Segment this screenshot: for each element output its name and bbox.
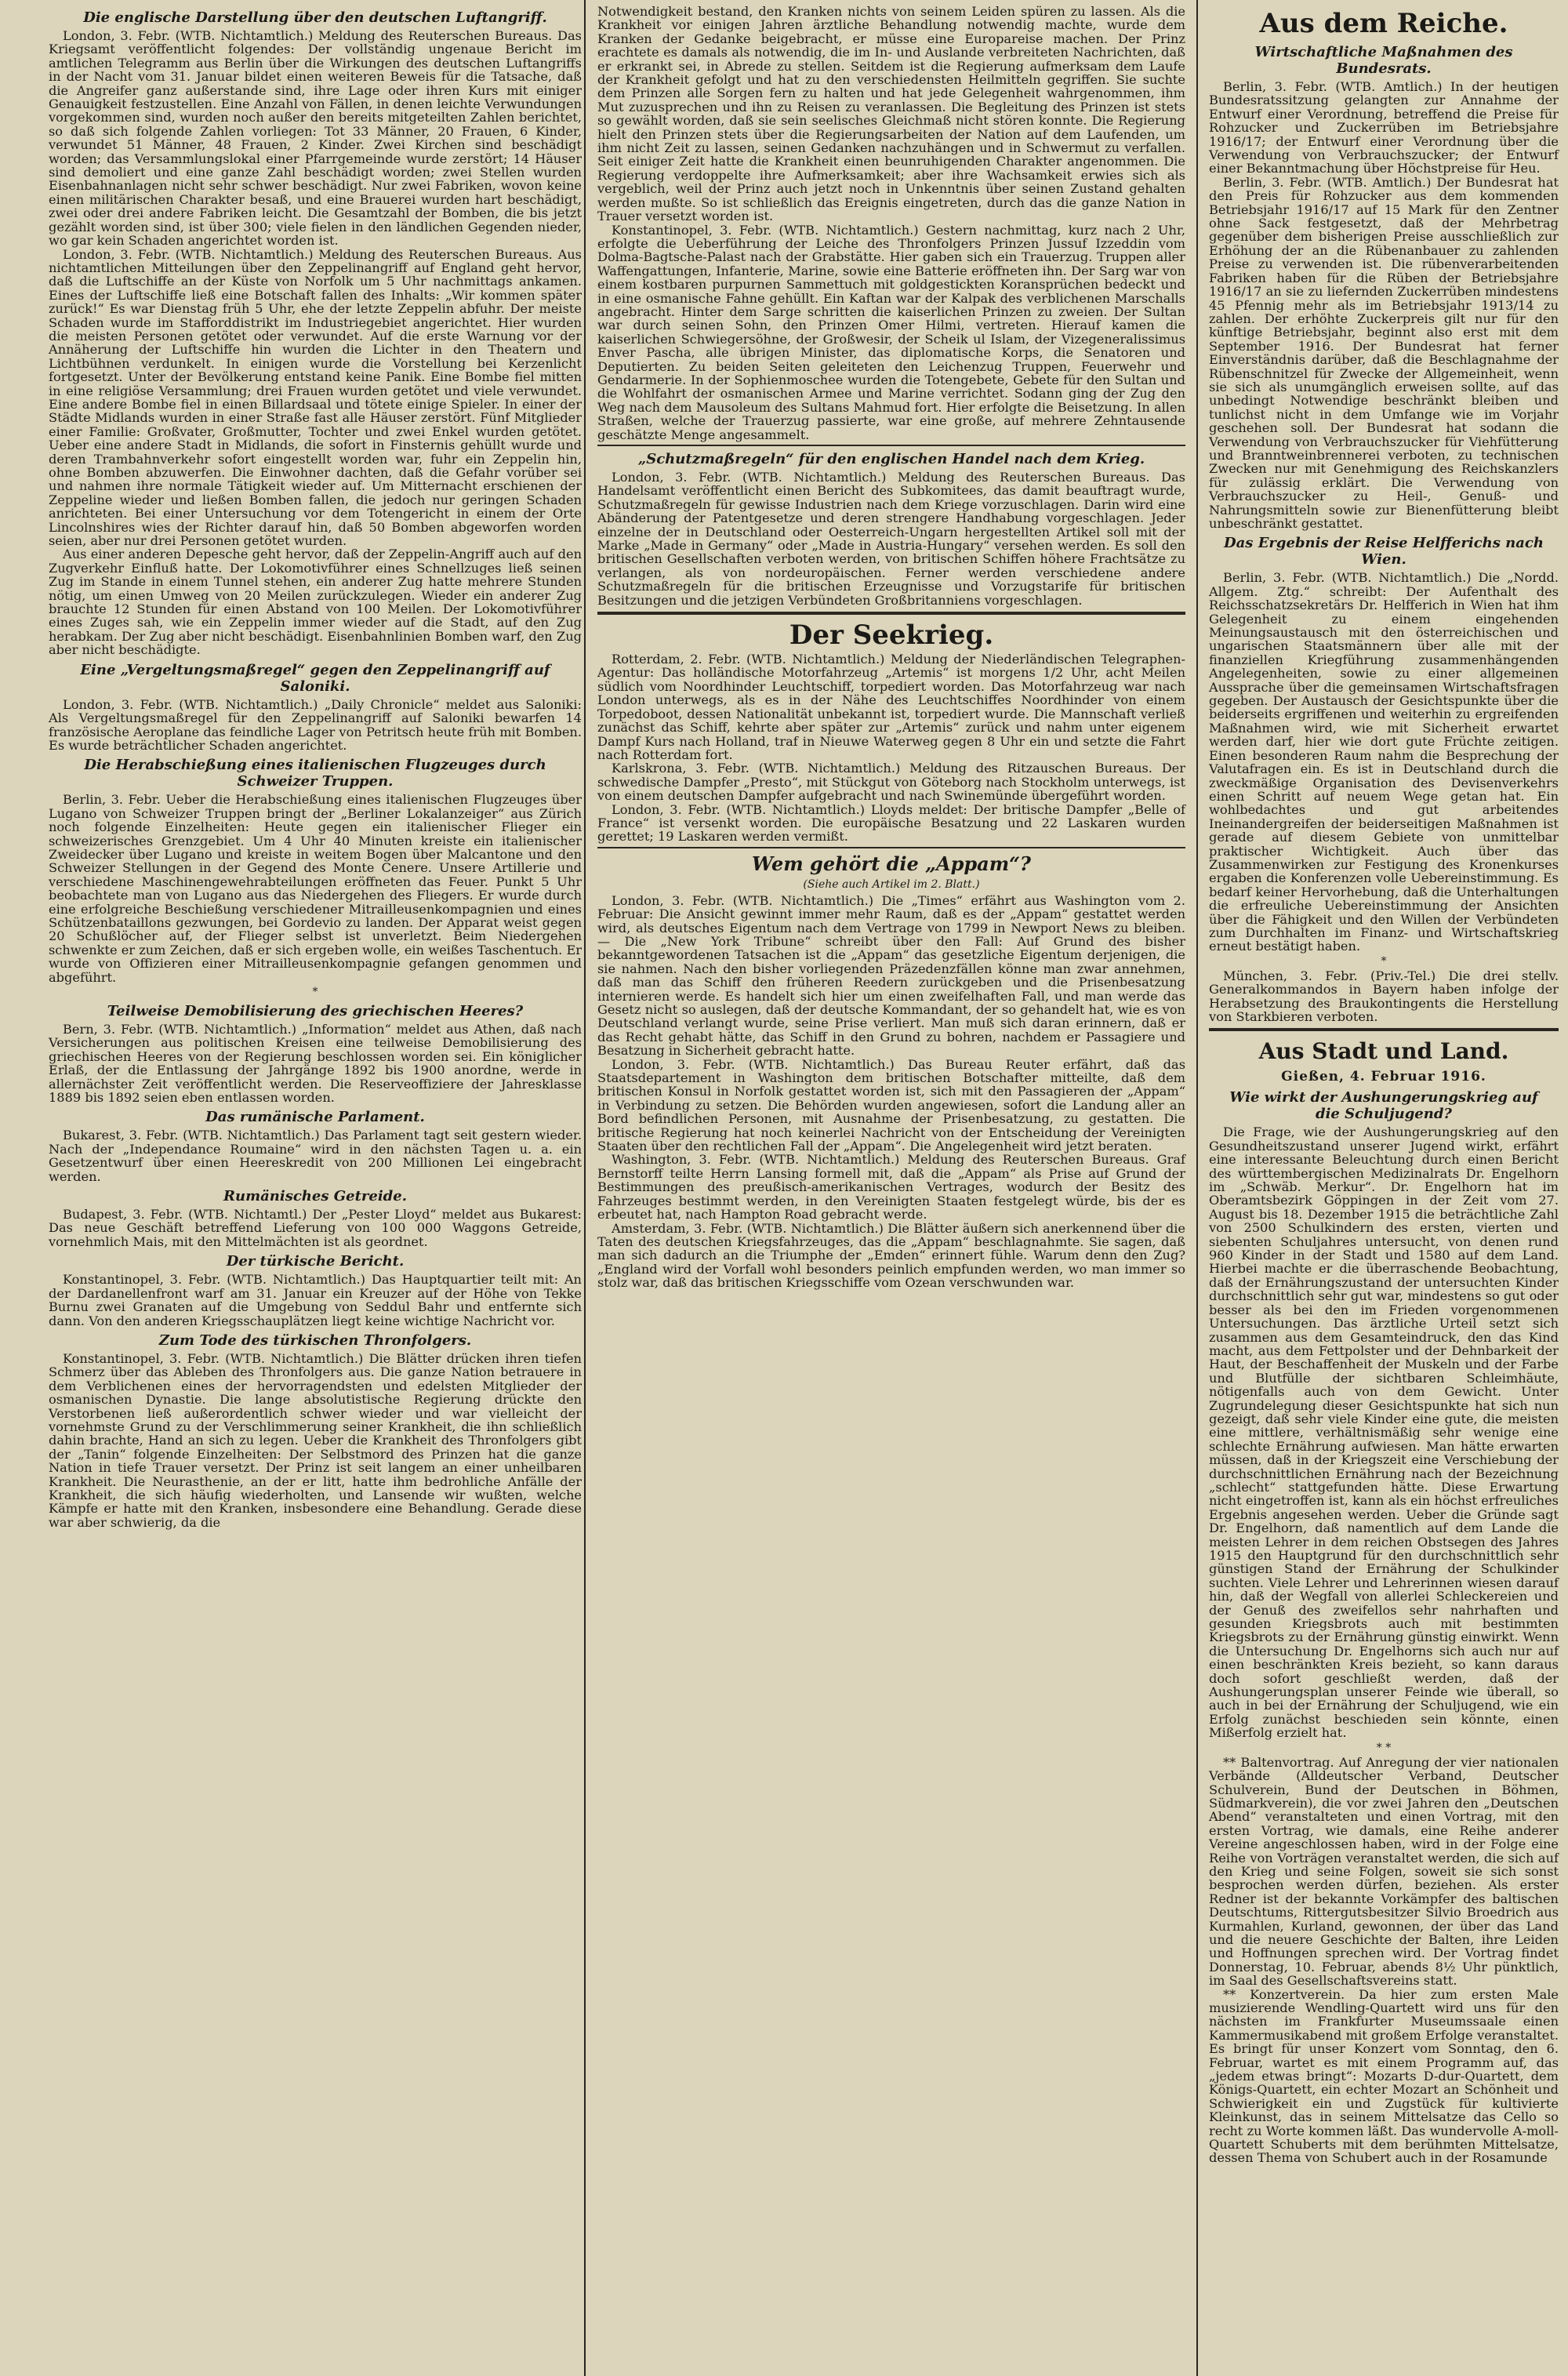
article-text: Washington, 3. Febr. (WTB. Nichtamtlich.) Meldung des Reuterschen Bureaus. Graf Bernstorff teilte Herrn Lansing formell mit, daß die „Appam“ als Prise auf Grund der Bestimmungen des preußisch-amerikanischen Vertrages, wodurch der Besitz des Fahrzeuges bestimmt werden, in den Vereinigten Staaten festgelegt würde, bis der es erbeutet hat, nach Hampton Road gebracht werde. — [597, 1152, 1185, 1223]
article-heading: Der türkische Bericht. — [226, 1253, 405, 1270]
article-text: Rotterdam, 2. Febr. (WTB. Nichtamtlich.) Meldung der Niederländischen Telegraphen-Agentur: Das holländische Motorfahrzeug „Artemis“ ist morgens 1/2 Uhr, acht Meilen südlich vom Noordhinder Leuchtschiff, torpediert worden. Das Motorfahrzeug war nach London unterwegs, als es in der Nähe des Leuchtschiffes Noordhinder von einem Torpedoboot, dessen Nationalität unbekannt ist, torpediert wurde. Die Mannschaft verließ zunächst das Schiff, kehrte aber später zur „Artemis“ zurück und nahm unter eigenem Dampf Kurs nach Holland, traf in Nieuwe Waterweg gegen 8 Uhr ein und setzte die Fahrt nach Rotterdam fort. — [597, 652, 1185, 762]
article-heading: Wirtschaftliche Maßnahmen des Bundesrats. — [1254, 44, 1513, 77]
divider — [597, 847, 1185, 848]
divider — [597, 612, 1185, 615]
article-text: Berlin, 3. Febr. (WTB. Amtlich.) In der heutigen Bundesratssitzung gelangten zur Annahme der Entwurf einer Verordnung, betreffend die Preise für Rohzucker und Zuckerrüben im Betriebsjahre 1916/17; der Entwurf einer Verordnung über die Verwendung von Verbrauchszucker; der Entwurf einer Bekanntmachung über Höchstpreise für Heu. — [1209, 79, 1559, 176]
article-text: Konstantinopel, 3. Febr. (WTB. Nichtamtlich.) Das Hauptquartier teilt mit: An der Dardanellenfront warf am 31. Januar ein Kreuzer auf der Höhe von Tekke Burnu zwei Granaten auf die Umgebung von Seddul Bahr und entfernte sich dann. Von den anderen Kriegsschauplätzen liegt keine wichtige Nachricht vor. — [49, 1272, 582, 1328]
article-text: London, 3. Febr. (WTB. Nichtamtlich.) Meldung des Reuterschen Bureaus. Das Handelsamt veröffentlicht einen Bericht des Subkomitees, das damit beauftragt wurde, Schutzmaßregeln für gewisse Industrien nach dem Kriege vorzuschlagen. Darin wird eine Abänderung der Patentgesetze und deren strengere Handhabung vorgeschlagen. Jeder einzelne der in Deutschland oder Oesterreich-Ungarn hergestellten Artikel soll mit der Marke „Made in Germany“ oder „Made in Austria-Hungary“ versehen werden. Es soll den britischen Gesellschaften verboten werden, von britischen Schiffen höhere Frachtsätze zu verlangen, als von nordeuropäischen. Ferner werden verschiedene andere Schutzmaßregeln für die britischen Erzeugnisse und Vorzugstarife für britischen Besitzungen und die jetzigen Verbündeten Großbritanniens vorgeschlagen. — [597, 470, 1185, 608]
article-text: London, 3. Febr. (WTB. Nichtamtlich.) „Daily Chronicle“ meldet aus Saloniki: Als Vergeltungsmaßregel für den Zeppelinangriff auf Saloniki bewarfen 14 französische Aeroplane das feindliche Lager von Petritsch heute früh mit Bomben. Es wurde beträchtlicher Schaden angerichtet. — [49, 696, 582, 753]
article-text: Berlin, 3. Febr. Ueber die Herabschießung eines italienischen Flugzeuges über Lugano von Schweizer Truppen bringt der „Berliner Lokalanzeiger“ aus Zürich noch folgende Einzelheiten: Heute gegen ein italienischer Flieger ein schweizerisches Grenzgebiet. Um 4 Uhr 40 Minuten kreiste ein italienischer Zweidecker über Lugano und kreiste in weitem Bogen über Malcantone und den Schweizer Stellungen in der Gegend des Monte Cenere. Unsere Artillerie und verschiedene Maschinengewehrabteilungen eröffneten das Feuer. Punkt 5 Uhr beobachtete man von Lugano aus das Niedergehen des Fliegers. Er wurde durch eine erfolgreiche Beschießung verschiedener Mitrailleusenkompagnien und eines Schützenbataillons gezwungen, bei Gordevio zu landen. Der Apparat weist gegen 20 Schußlöcher auf, der Flieger selbst ist unverletzt. Beim Niedergehen schwenkte er zum Zeichen, daß er sich ergeben wolle, ein weißes Taschentuch. Er wurde von Offizieren einer Mitrailleusenkompagnie gefangen genommen und abgeführt. — [49, 792, 582, 985]
article-heading: „Schutzmaßregeln“ für den englischen Handel nach dem Krieg. — [637, 451, 1145, 467]
article-text: London, 3. Febr. (WTB. Nichtamtlich.) Das Bureau Reuter erfährt, daß das Staatsdepartement in Washington dem britischen Botschafter mitteilte, daß dem britischen Konsul in Norfolk gestattet worden ist, sich mit den Passagieren der „Appam“ in Verbindung zu setzen. Die Behörden wurden angewiesen, sofort die Landung aller an Bord befindlichen Personen, mit Ausnahme der Prisenbesatzung, zu gestatten. Die britische Regierung hat noch keinerlei Nachricht von der Entscheidung der Vereinigten Staaten über den rechtlichen Fall der „Appam“. Die Angelegenheit wird jetzt beraten. — [597, 1056, 1185, 1154]
article-text: London, 3. Febr. (WTB. Nichtamtlich.) Meldung des Reuterschen Bureaus. Aus nichtamtlichen Mitteilungen über den Zeppelinangriff auf England geht hervor, daß die Luftschiffe an der Küste von Norfolk um 5 Uhr nachmittags ankamen. Eines der Luftschiffe ließ eine Botschaft fallen des Inhalts: „Wir kommen später zurück!“ Es war Dienstag früh 5 Uhr, ehe der letzte Zeppelin abfuhr. Der meiste Schaden wurde im Stafforddistrikt im Industriegebiet angerichtet. Hier wurden die meisten Personen getötet oder verwundet. Auf die erste Warnung vor der Annäherung der Luftschiffe hin wurden die Lichter in den Theatern und Lichtbühnen verdunkelt. In einigen wurde die Vorstellung bei Kerzenlicht fortgesetzt. Unter der Bevölkerung entstand keine Panik. Eine Bombe fiel mitten in eine religiöse Versammlung; drei Frauen wurden getötet und viele verwundet. Eine andere Bombe fiel in einen Billardsaal und tötete einige Spieler. In einer der Städte Midlands wurden in einer Straße fast alle Häuser zerstört. Fünf Mitglieder einer Familie: Großvater, Großmutter, Tochter und zwei Enkel wurden getötet. Ueber eine andere Stadt in Midlands, die sofort in Finsternis gehüllt wurde und deren Trambahnverkehr sofort eingestellt worden war, fuhr ein Zeppelin hin, ohne Bomben abzuwerfen. Die Einwohner dachten, daß die Gefahr vorüber sei und nahmen ihre normale Tätigkeit wieder auf. Um Mitternacht erschienen der Zeppeline wieder und ließen Bomben fallen, die jedoch nur geringen Schaden anrichteten. Bei einer Untersuchung vor dem Totengericht in einem der Orte Lincolnshires wies der Richter darauf hin, daß 50 Bomben abgeworfen worden seien, aber nur drei Personen getötet wurden. — [49, 246, 582, 549]
article-heading: Wem gehört die „Appam“? — [752, 852, 1031, 875]
article-heading: Die englische Darstellung über den deutschen Luftangriff. — [83, 9, 547, 26]
article-text: Bukarest, 3. Febr. (WTB. Nichtamtlich.) Das Parlament tagt seit gestern wieder. Nach der „Independance Roumaine“ wird in den nächsten Tagen u. a. ein Gesetzentwurf über einen Heereskredit von 200 Millionen Lei eingebracht werden. — [49, 1128, 582, 1184]
article-text: Budapest, 3. Febr. (WTB. Nichtamtl.) Der „Pester Lloyd“ meldet aus Bukarest: Das neue Geschäft betreffend Lieferung von 100 000 Waggons Getreide, vornehmlich Mais, mit den Mittelmächten ist als geordnet. — [49, 1207, 582, 1249]
column-right — [1201, 0, 1566, 2376]
article-heading: Das Ergebnis der Reise Helfferichs nach Wien. — [1224, 535, 1544, 569]
article-heading: Eine „Vergeltungsmaßregel“ gegen den Zeppelinangriff auf Saloniki. — [80, 661, 550, 695]
article-heading: Rumänisches Getreide. — [223, 1188, 407, 1205]
article-text: München, 3. Febr. (Priv.-Tel.) Die drei stellv. Generalkommandos in Bayern haben infolge der Herabsetzung des Braukontingents die Herstellung von Starkbieren verboten. — [1209, 968, 1559, 1024]
article-heading: Zum Tode des türkischen Thronfolgers. — [158, 1332, 472, 1349]
column-rule-2 — [1196, 0, 1198, 2376]
article-text: Bern, 3. Febr. (WTB. Nichtamtlich.) „Information“ meldet aus Athen, daß nach Versicherungen aus politischen Kreisen eine teilweise Demobilisierung des griechischen Heeres von der Regierung beschlossen worden sei. Ein königlicher Erlaß, der die Entlassung der Jahrgänge 1892 bis 1900 anordne, werde in allernächster Zeit veröffentlicht werden. Die Reserveoffiziere der Jahresklasse 1889 bis 1892 seien eben entlassen worden. — [49, 1022, 582, 1106]
article-text: Amsterdam, 3. Febr. (WTB. Nichtamtlich.) Die Blätter äußern sich anerkennend über die Taten des deutschen Kriegsfahrzeuges, das die „Appam“ beschlagnahmte. Sie sagen, daß man sich dadurch an die Triumphe der „Emden“ erinnert fühle. Warum denn den Zug? „England wird der Vorfall wohl besonders peinlich empfunden werden, wo man immer so stolz war, daß das britischen Kriegsschiffe vom Ozean verschwunden war. — [597, 1220, 1185, 1291]
separator-asterisk: * — [312, 986, 318, 998]
section-title-reich: Aus dem Reiche. — [1259, 8, 1508, 39]
column-middle — [590, 0, 1193, 2376]
article-subtitle: (Siehe auch Artikel im 2. Blatt.) — [803, 877, 980, 891]
article-text: Notwendigkeit bestand, den Kranken nichts von seinem Leiden spüren zu lassen. Als die Krankheit vor einigen Jahren ärztliche Behandlung notwendig machte, wurde dem Kranken der Gedanke beigebracht, er müsse eine Europareise machen. Der Prinz erachtete es damals als notwendig, die im In- und Auslande verbreiteten Nachrichten, daß er erkrankt sei, in Abrede zu stellen. Seitdem ist die Regierung aufmerksam dem Laufe der Krankheit gefolgt und hat zu den verschiedensten Heilmitteln gegriffen. Sie suchte dem Prinzen alle Sorgen fern zu halten und hat jede Gelegenheit wahrgenommen, ihm Mut zuzusprechen und ihn zu Reisen zu veranlassen. Die Begleitung des Prinzen ist stets so gewählt worden, daß sie sein seelisches Gleichmaß nicht stören konnte. Die Regierung hielt den Prinzen stets über die Regierungsarbeiten der Nation auf dem Laufenden, um ihm nicht Zeit zu lassen, seinen Gedanken nachzuhängen und in Schwermut zu verfallen. Seit einiger Zeit hatte die Krankheit einen beunruhigenden Charakter angenommen. Die Regierung verdoppelte ihre Aufmerksamkeit; aber ihre Wachsamkeit erwies sich als vergeblich, weil der Prinz auch jetzt noch in Unkenntnis über seinen Zustand gehalten werden mußte. So ist schließlich das Ereignis eingetreten, durch das die ganze Nation in Trauer versetzt worden ist. — [597, 4, 1185, 224]
article-text: London, 3. Febr. (WTB. Nichtamtlich.) Die „Times“ erfährt aus Washington vom 2. Februar: Die Ansicht gewinnt immer mehr Raum, daß es der „Appam“ gestattet werden wird, als deutsches Eigentum nach dem Vertrage von 1799 in Newport News zu bleiben. — Die „New York Tribune“ schreibt über den Fall: Auf Grund des bisher bekanntgewordenen Tatsachen ist die „Appam“ das gesetzliche Eigentum derjenigen, die sie nahmen. Nach den bisher vorliegenden Präzedenzfällen könne man zwar annehmen, daß man das Schiff den früheren Reedern zurückgeben und die Prisenbesatzung internieren werde. Es handelt sich hier um einen zweifelhaften Fall, und man werde das Gesetz nicht so auslegen, daß der deutsche Kommandant, der so gehandelt hat, wie es von Deutschland verlangt wurde, seine Prise verliert. Man muß sich daran erinnern, daß er das Recht gehabt hätte, das Schiff in den Grund zu bohren, nachdem er Passagiere und Besatzung in Sicherheit gebracht hatte. — [597, 892, 1185, 1059]
article-heading: Das rumänische Parlament. — [205, 1109, 425, 1126]
article-heading: Teilweise Demobilisierung des griechischen Heeres? — [107, 1003, 524, 1019]
article-text: ** Konzertverein. Da hier zum ersten Male musizierende Wendling-Quartett wird uns für den nächsten im Frankfurter Museumssaale einen Kammermusikabend mit großem Erfolge veranstaltet. Es bringt für unser Konzert vom Sonntag, den 6. Februar, wartet es mit einem Programm auf, das „jedem etwas bringt“: Mozarts D-dur-Quartett, dem Königs-Quartett, ein echter Mozart an Schönheit und Schwierigkeit ein und Zugstück für kultivierte Kleinkunst, das in seinem Mittelsatze das Cello so recht zu Worte kommen läßt. Das wundervolle A-moll-Quartett Schuberts mit dem berühmten Mittelsatze, dessen Thema von Schubert auch in der Rosamunde — [1209, 1986, 1559, 2166]
article-text: Berlin, 3. Febr. (WTB. Amtlich.) Der Bundesrat hat den Preis für Rohzucker aus dem kommenden Betriebsjahr 1916/17 auf 15 Mark für den Zentner ohne Sack festgesetzt, daß der Mehrbetrag gegenüber dem bisherigen Preise ausschließlich zur Erhöhung der an die Rübenanbauer zu zahlenden Preise zu verwenden ist. Die rübenverarbeitenden Fabriken haben für die Rüben der Betriebsjahre 1916/17 an sie zu liefernden Zuckerrüben mindestens 45 Pfennig mehr als im Betriebsjahr 1913/14 zu zahlen. Der erhöhte Zuckerpreis gilt nur für den künftige Betriebsjahr, beginnt also erst mit dem September 1916. Der Bundesrat hat ferner Einverständnis darüber, daß die Beschlagnahme der Rübenschnitzel für Zwecke der Allgemeinheit, wenn sie sich als unumgänglich erweisen sollte, auf das unbedingt Notwendige beschränkt bleiben und tunlichst nicht in dem Umfange wie im Vorjahr geschehen soll. Der Bundesrat hat sodann die Verwendung von Verbrauchszucker für Viehfütterung und Branntweinbrennerei verboten, zu technischen Zwecken nur mit Genehmigung des Reichskanzlers für zulässig erklärt. Die Verwendung von Verbrauchszucker zu Heil-, Genuß- und Nahrungsmitteln sowie zur Bienenfütterung bleibt unbeschränkt gestattet. — [1209, 174, 1559, 531]
section-title-seekrieg: Der Seekrieg. — [789, 619, 994, 652]
column-left — [41, 0, 590, 2376]
article-text: Karlskrona, 3. Febr. (WTB. Nichtamtlich.) Meldung des Ritzauschen Bureaus. Der schwedische Dampfer „Presto“, mit Stückgut von Göteborg nach Stockholm unterwegs, ist von einem deutschen Dampfer aufgebracht und nach Swinemünde übergeführt worden. — [597, 761, 1185, 804]
article-text: London, 3. Febr. (WTB. Nichtamtlich.) Lloyds meldet: Der britische Dampfer „Belle of France“ ist versenkt worden. Die europäische Besatzung und 22 Laskaren wurden gerettet; 19 Laskaren werden vermißt. — [597, 801, 1185, 845]
divider — [597, 445, 1185, 446]
article-heading: Die Herabschießung eines italienischen Flugzeuges durch Schweizer Truppen. — [84, 757, 546, 790]
article-heading: Wie wirkt der Aushungerungskrieg auf die Schuljugend? — [1229, 1089, 1538, 1123]
article-text: Berlin, 3. Febr. (WTB. Nichtamtlich.) Die „Nordd. Allgem. Ztg.“ schreibt: Der Aufenthalt des Reichsschatzsekretärs Dr. Helfferich in Wien hat ihm Gelegenheit zu einem eingehenden Meinungsaustausch mit den österreichischen und ungarischen Staatsmännern über alle mit der finanziellen Kriegführung zusammenhängenden Angelegenheiten, sowie zu einer allgemeinen Aussprache über die gemeinsamen Wirtschaftsfragen gegeben. Der Austausch der Gesichtspunkte über die beiderseits ergriffenen und weiterhin zu ergreifenden Maßnahmen wird, wie mit Sicherheit erwartet werden darf, hier wie dort gute Früchte zeitigen. Einen besonderen Raum nahm die Besprechung der Valutafragen ein. Es ist in Deutschland durch die zweckmäßige Organisation des Devisenverkehrs einen Schritt auf neuem Wege getan hat. Ein wohlbedachtes und gut arbeitendes Ineinandergreifen der beiderseitigen Maßnahmen ist gerade auf diesem Gebiete von unmittelbar praktischer Wichtigkeit. Auch über das Zusammenwirken zur Festigung des Kronenkurses ergaben die Konferenzen volle Uebereinstimmung. Es bedarf keiner Hervorhebung, daß die Unterhaltungen die erfreuliche Uebereinstimmung der Ansichten über die Fähigkeit und den Willen der Verbündeten zum Durchhalten im Finanz- und Wirtschaftskrieg erneut bestätigt haben. — [1209, 570, 1559, 954]
article-text: London, 3. Febr. (WTB. Nichtamtlich.) Meldung des Reuterschen Bureaus. Das Kriegsamt veröffentlicht folgendes: Der vollständig ungenaue Bericht im amtlichen Telegramm aus Berlin über die Wirkungen des deutschen Luftangriffs in der Nacht vom 31. Januar bildet einen weiteren Beweis für die Tatsache, daß die Angreifer ganz außerstande sind, ihre Lage oder ihren Kurs mit einiger Genauigkeit festzustellen. Eine Anzahl von Fällen, in denen leichte Verwundungen vorgekommen sind, wurden noch außer den bereits mitgeteilten Zahlen berichtet, so daß sich folgende Zahlen vorliegen: Tot 33 Männer, 20 Frauen, 6 Kinder, verwundet 51 Männer, 48 Frauen, 2 Kinder. Zwei Kirchen sind beschädigt worden; das Versammlungslokal einer Pfarrgemeinde wurde zerstört; 14 Häuser sind demoliert und eine ganze Zahl beschädigt worden; zwei Stellen wurden Eisenbahnanlagen nicht sehr schwer beschädigt. Nur zwei Fabriken, wovon keine einen militärischen Charakter besaß, und eine Brauerei wurden hart beschädigt, zwei oder drei andere Fabriken leicht. Die Gesamtzahl der Bomben, die bis jetzt gezählt worden sind, ist über 300; viele fielen in den ländlichen Gegenden nieder, wo gar kein Schaden angerichtet worden ist. — [49, 28, 582, 249]
section-title-stadt-land: Aus Stadt und Land. — [1258, 1038, 1509, 1065]
separator-asterisk: * * — [1376, 1741, 1392, 1754]
divider — [1209, 1028, 1559, 1031]
article-text: Konstantinopel, 3. Febr. (WTB. Nichtamtlich.) Die Blätter drücken ihren tiefen Schmerz über das Ableben des Thronfolgers aus. Die ganze Nation betrauere in dem Verblichenen eines der hervorragendsten und edelsten Mitglieder der osmanischen Dynastie. Die lange absolutistische Regierung drückte den Verstorbenen ließ außerordentlich schwer wieder und war vielleicht der vornehmste Grund zu der Verschlimmerung seiner Krankheit, die ihn schließlich dahin brachte, Hand an sich zu legen. Ueber die Krankheit des Thronfolgers gibt der „Tanin“ folgende Einzelheiten: Der Selbstmord des Prinzen hat die ganze Nation in tiefe Trauer versetzt. Der Prinz ist seit langem an einer unheilbaren Krankheit. Die Neurasthenie, an der er litt, hatte ihm bedrohliche Anfälle der Krankheit, die sich häufig wiederholten, und Lansende wir wußten, welche Kämpfe er hatte mit den Kranken, insbesondere eine Behandlung. Gerade diese war aber schwierig, da die — [49, 1350, 582, 1530]
article-text: ** Baltenvortrag. Auf Anregung der vier nationalen Verbände (Alldeutscher Verband, Deutscher Schulverein, Bund der Deutschen in Böhmen, Südmarkverein), die vor zwei Jahren den „Deutschen Abend“ veranstalteten und einen Vortrag, mit den ersten Vortrag, wie damals, eine Reihe anderer Vereine angeschlossen haben, wird in der Folge eine Reihe von Vorträgen veranstaltet werden, die sich auf den Krieg und seine Folgen, soweit sie sich sonst besprochen werden dürfen, beziehen. Als erster Redner ist der bekannte Vorkämpfer des baltischen Deutschtums, Rittergutsbesitzer Silvio Broedrich aus Kurmahlen, Kurland, gewonnen, der über das Land und die neuere Geschichte der Balten, ihre Leiden und Hoffnungen sprechen wird. Der Vortrag findet Donnerstag, 10. Februar, abends 8½ Uhr pünktlich, im Saal des Gesellschaftsvereins statt. — [1209, 1754, 1559, 1989]
article-text: Die Frage, wie der Aushungerungskrieg auf den Gesundheitszustand unserer Jugend wirkt, erfährt eine interessante Beleuchtung durch einen Bericht des württembergischen Medizinalrats Dr. Engelhorn im „Schwäb. Merkur“. Dr. Engelhorn hat im Oberamtsbezirk Göppingen in der Zeit vom 27. August bis 18. Dezember 1915 die beträchtliche Zahl von 2500 Schulkindern des ersten, vierten und siebenten Schuljahres untersucht, von denen rund 960 Kinder in der Stadt und 1580 auf dem Land. Hierbei machte er die überraschende Beobachtung, daß der Ernährungszustand der untersuchten Kinder durchschnittlich sehr gut war, mindestens so gut oder besser als bei den im Frieden vorgenommenen Untersuchungen. Das ärztliche Urteil setzt sich zusammen aus dem Gesamteindruck, den das Kind macht, aus dem Fettpolster und der Dehnbarkeit der Haut, der Beschaffenheit der Muskeln und der Farbe und Blutfülle der sichtbaren Schleimhäute, nötigenfalls auch von dem Gewicht. Unter Zugrundelegung dieser Gesichtspunkte hat sich nun gezeigt, daß sehr viele Kinder eine gute, die meisten eine mittlere, verhältnismäßig sehr wenige eine schlechte Ernährung aufwiesen. Man hätte erwarten müssen, daß in der Kriegszeit eine Verschiebung der durchschnittlichen Ernährung nach der Bezeichnung „schlecht“ stattgefunden hätte. Diese Erwartung nicht eingetroffen ist, kann als ein höchst erfreuliches Ergebnis angesehen werden. Ueber die Gründe sagt Dr. Engelhorn, daß namentlich auf dem Lande die meisten Lehrer in dem reichen Obstsegen des Jahres 1915 den Hauptgrund für den durchschnittlich sehr günstigen Stand der Ernährung der Schulkinder suchten. Viele Lehrer und Lehrerinnen wiesen darauf hin, daß der Wegfall von allerlei Schleckereien und der Genuß des zweifellos sehr nahrhaften und gesunden Kriegsbrots auch mit bestimmten Kriegsbrots zu der Ernährung günstig einwirkt. Wenn die Untersuchung Dr. Engelhorns sich auch nur auf einen beschränkten Kreis bezieht, so kann daraus doch sofort geschließt werden, daß der Aushungerungsplan unserer Feinde wie überall, so auch in bei der Ernährung der Schuljugend, wie ein Erfolg zunächst beschieden sein könnte, einen Mißerfolg erzielt hat. — [1209, 1124, 1559, 1741]
article-text: Konstantinopel, 3. Febr. (WTB. Nichtamtlich.) Gestern nachmittag, kurz nach 2 Uhr, erfolgte die Ueberführung der Leiche des Thronfolgers Prinzen Jussuf Izzeddin vom Dolma-Bagtsche-Palast nach der Grabstätte. Hier gaben sich ein Trauerzug. Truppen aller Waffengattungen, Infanterie, Marine, sowie eine Batterie eröffneten ihn. Der Sarg war von einem kostbaren purpurnen Sammettuch mit goldgestickten Koransprüchen bedeckt und in eine osmanische Fahne gehüllt. Ein Kaftan war der Kalpak des verblichenen Marschalls angebracht. Hinter dem Sarge schritten die kaiserlichen Prinzen zu zweien. Der Sultan war durch seinen Sohn, den Prinzen Omer Hilmi, vertreten. Hierauf kamen die kaiserlichen Schwiegersöhne, der Großwesir, der Scheik ul Islam, der Vizegeneralissimus Enver Pascha, alle übrigen Minister, das diplomatische Korps, die Senatoren und Deputierten. Zu beiden Seiten geleiteten den Leichenzug Truppen, Feuerwehr und Gendarmerie. In der Sophienmoschee wurden die Totengebete, Gebete für den Sultan und die Wohlfahrt der osmanischen Armee und Marine verrichtet. Sodann ging der Zug den Weg nach dem Mausoleum des Sultans Mahmud fort. Hier erfolgte die Beisetzung. In allen Straßen, welche der Trauerzug passierte, war eine große, auf mehrere Zehntausende geschätzte Menge angesammelt. — [597, 222, 1185, 442]
dateline: Gießen, 4. Februar 1916. — [1281, 1069, 1486, 1085]
article-text: Aus einer anderen Depesche geht hervor, daß der Zeppelin-Angriff auch auf den Zugverkehr Einfluß hatte. Der Lokomotivführer eines Schnellzuges ließ seinen Zug im Stande in einem Tunnel stehen, ein anderer Zug hatte mehrere Stunden nötig, um einen Umweg von 20 Meilen zurückzulegen. Wieder ein anderer Zug brauchte 12 Stunden für einen Abstand von 100 Meilen. Der Lokomotivführer eines Zuges sah, wie ein Zeppelin immer wieder auf die Stadt, auf den Zug herabkam. Der Zug aber nicht beschädigt. Eisenbahnlinien Bomben warf, den Zug aber nicht beschädigte. — [49, 547, 582, 658]
separator-asterisk: * — [1381, 954, 1387, 968]
